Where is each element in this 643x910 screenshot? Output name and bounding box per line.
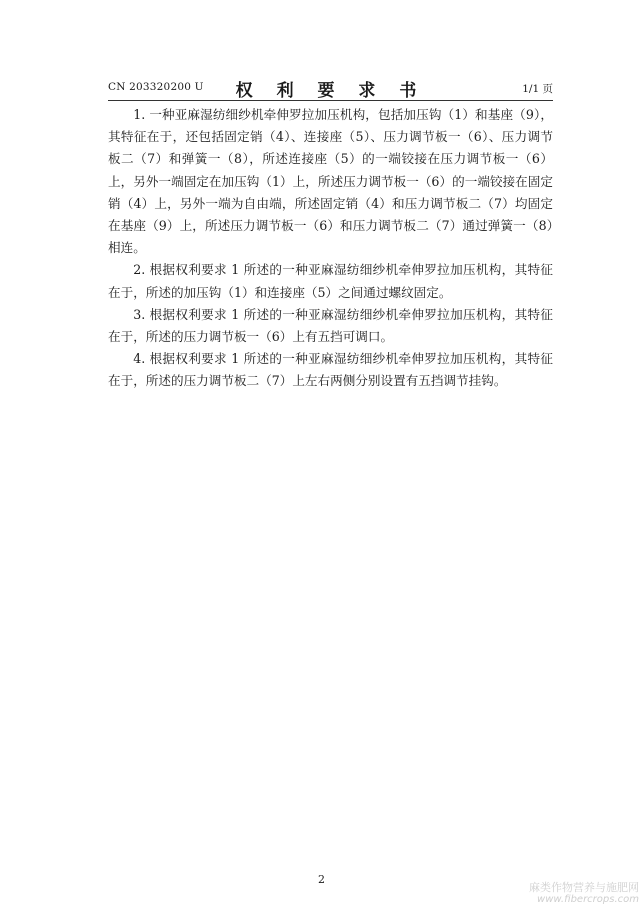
watermark-name: 麻类作物营养与施肥网: [529, 881, 639, 894]
page-count: 1/1 页: [522, 83, 553, 95]
page-number: 2: [318, 873, 325, 886]
claim-3: 3. 根据权利要求 1 所述的一种亚麻湿纺细纱机牵伸罗拉加压机构，其特征在于，所述的压力调节板一（6）上有五挡可调口。: [108, 306, 553, 345]
header-divider: [108, 100, 553, 101]
claim-4: 4. 根据权利要求 1 所述的一种亚麻湿纺细纱机牵伸罗拉加压机构，其特征在于，所述的压力调节板二（7）上左右两侧分别设置有五挡调节挂钩。: [108, 351, 553, 389]
claim-2: 2. 根据权利要求 1 所述的一种亚麻湿纺细纱机牵伸罗拉加压机构，其特征在于，所述的加压钩（1）和连接座（5）之间通过螺纹固定。: [108, 262, 553, 300]
watermark-url: www.fibercrops.com: [537, 894, 639, 905]
publication-number: CN 203320200 U: [108, 81, 204, 93]
document-title: 权 利 要 求 书: [235, 81, 426, 101]
claim-1: 1. 一种亚麻湿纺细纱机牵伸罗拉加压机构，包括加压钩（1）和基座（9），其特征在于，还包括固定销（4）、连接座（5）、压力调节板一（6）、压力调节板二（7）和弹簧一（8），所述连接座（5）的一端铰接在压力调节板一（6）上，另外一端固定在加压钩（1）上，所述压力调节板一（6）的一端铰接在固定销（4）上，另外一端为自由端，所述固定销（4）和压力调节板二（7）均固定在基座（9）上，所述压力调节板一（6）和压力调节板二（7）通过弹簧一（8）相连。: [108, 107, 553, 256]
claims-section: [108, 104, 553, 393]
site-watermark: [529, 882, 639, 906]
page-header: [108, 76, 553, 101]
